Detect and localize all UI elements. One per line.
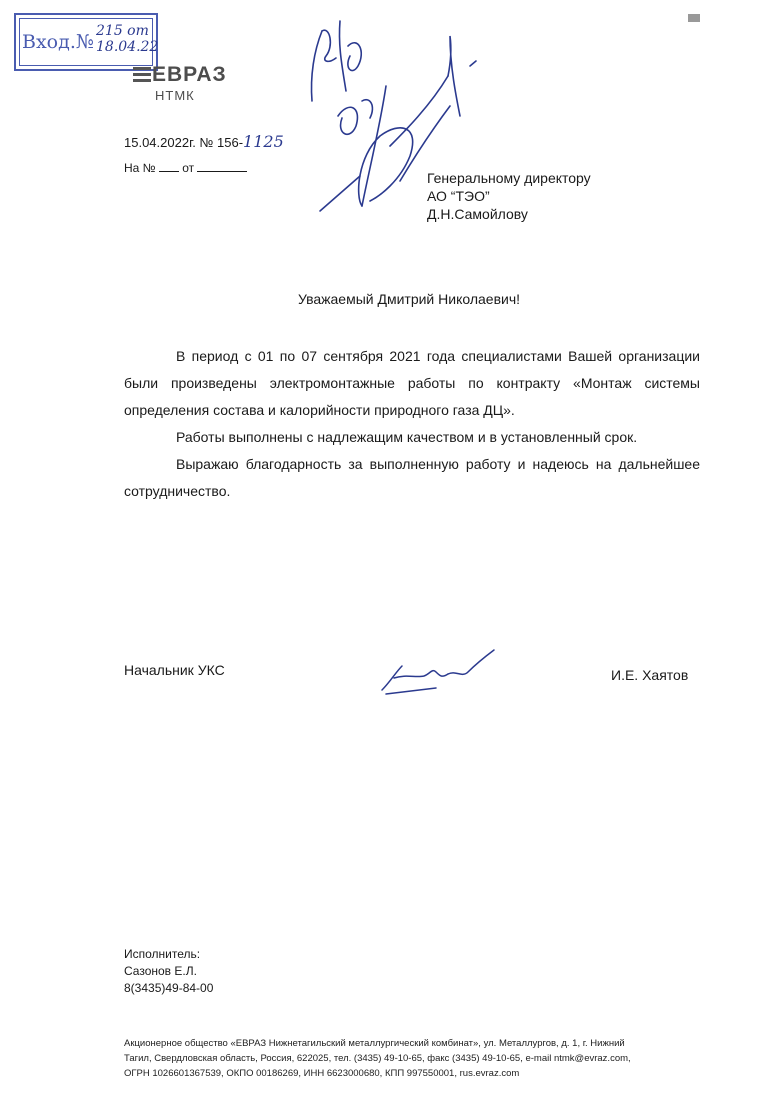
addressee-name: Д.Н.Самойлову [427, 206, 528, 222]
in-reply-prefix: На № [124, 161, 156, 175]
in-reply-middle: от [182, 161, 195, 175]
scan-edge-mark [688, 14, 700, 22]
stamp-handwritten-value: 215 от 18.04.22 [96, 23, 159, 55]
letter-body [124, 343, 700, 505]
company-logo-sub: НТМК [155, 88, 195, 103]
executor-label: Исполнитель: [124, 947, 201, 961]
in-reply-number-blank [159, 160, 179, 172]
salutation: Уважаемый Дмитрий Николаевич! [297, 291, 521, 307]
addressee-position: Генеральному директору [427, 170, 591, 186]
addressee-company: АО “ТЭО” [427, 188, 490, 204]
executor-name: Сазонов Е.Л. [124, 964, 197, 978]
body-paragraph: Работы выполнены с надлежащим качеством и в установленный срок. [176, 429, 638, 445]
company-logo-name: ЕВРАЗ [152, 63, 227, 86]
signature-icon [376, 648, 500, 698]
executor-block [124, 946, 213, 997]
body-paragraph: Выражаю благодарность за выполненную работу и надеюсь на дальнейшее сотрудничество. [124, 456, 700, 499]
in-reply-reference [124, 160, 247, 175]
outgoing-date-printed: 15.04.2022г. № 156- [124, 135, 244, 150]
executor-phone: 8(3435)49-84-00 [124, 981, 214, 995]
evraz-logo-icon [133, 66, 151, 82]
in-reply-date-blank [197, 160, 247, 172]
footer-line: ОГРН 1026601367539, ОКПО 00186269, ИНН 6623000680, КПП 997550001, rus.evraz.com [124, 1068, 520, 1079]
registration-stamp [14, 13, 158, 71]
footer-line: Тагил, Свердловская область, Россия, 622025, тел. (3435) 49-10-65, факс (3435) 49-10-65, e-mail ntmk@evraz.com, [124, 1053, 631, 1064]
signatory-title: Начальник УКС [124, 662, 225, 678]
body-paragraph: В период с 01 по 07 сентября 2021 года специалистами Вашей организации были произведены электромонтажные работы по контракту «Монтаж системы определения состава и калорийности природного газа ДЦ». [124, 348, 700, 418]
resolution-handwriting-icon [300, 6, 480, 221]
company-footer [124, 1036, 680, 1081]
outgoing-number-handwritten: 1125 [243, 132, 284, 151]
stamp-label: Вход.№ [22, 31, 94, 53]
signatory-name: И.Е. Хаятов [611, 667, 689, 683]
outgoing-date-number [124, 132, 284, 151]
footer-line: Акционерное общество «ЕВРАЗ Нижнетагильский металлургический комбинат», ул. Металлургов, д. 1, г. Нижний [124, 1038, 625, 1049]
